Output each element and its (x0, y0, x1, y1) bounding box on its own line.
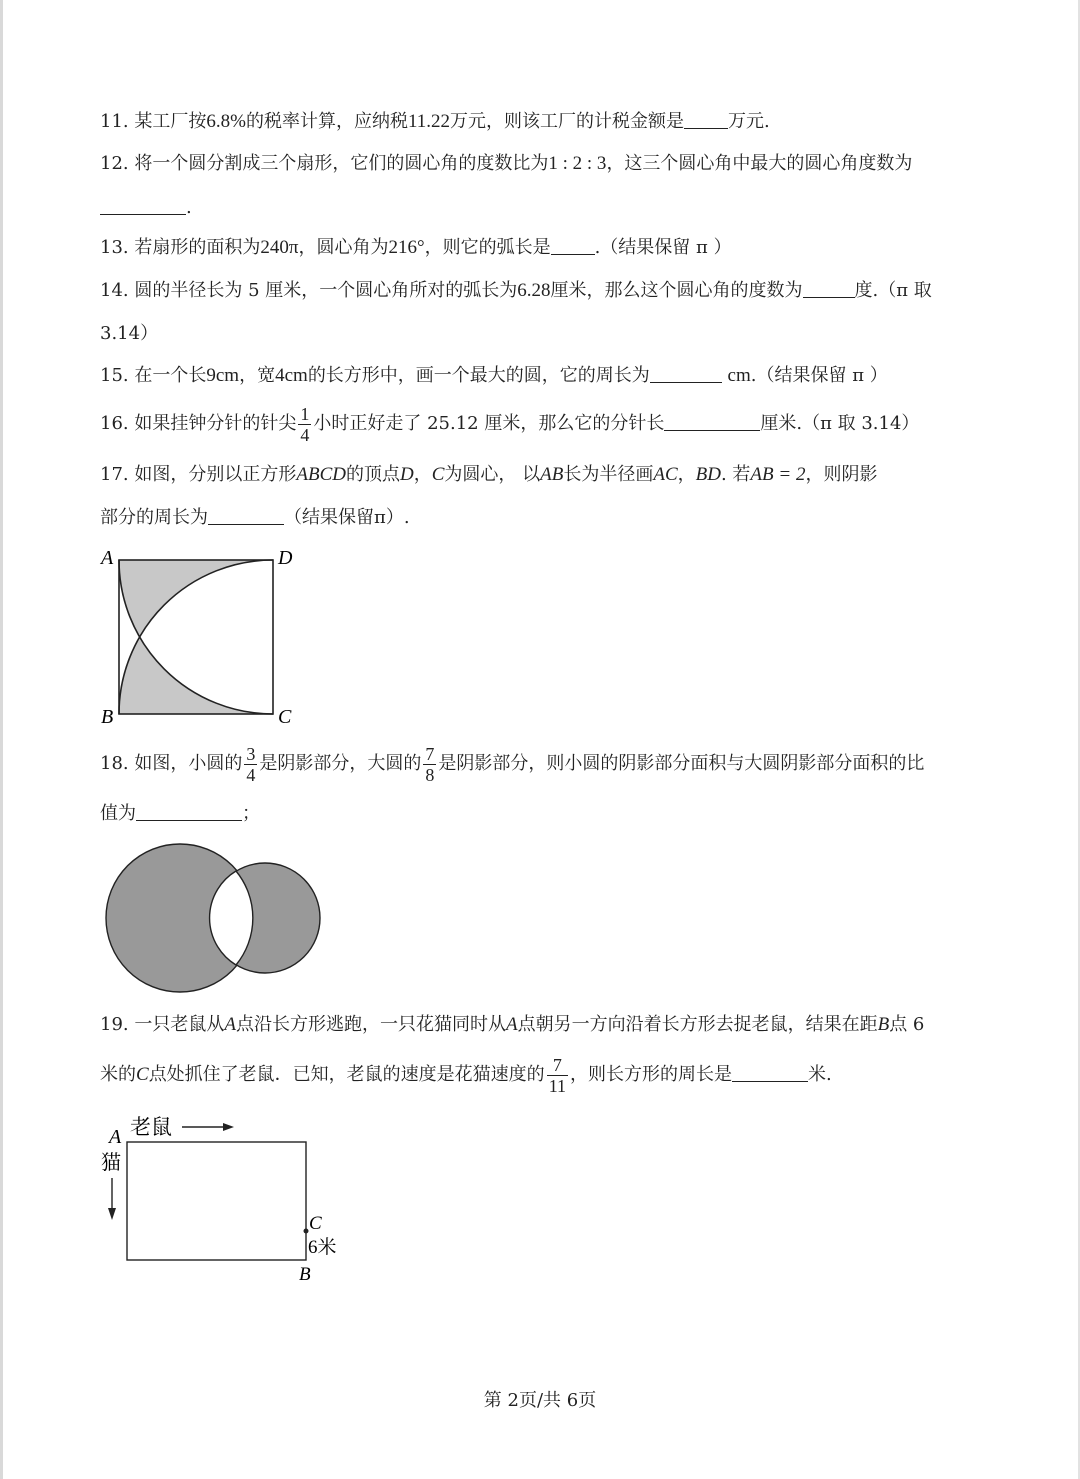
question-number: 13. (100, 237, 129, 258)
text: 部分的周长为 (100, 507, 208, 528)
question-18-line-2 (100, 802, 1000, 826)
rectangle-chase-figure (96, 1108, 356, 1293)
square-label: ABCD (296, 464, 346, 485)
question-12 (100, 152, 1000, 176)
question-number: 15. (100, 365, 129, 386)
text: 是阴影部分，大圆的 (259, 753, 422, 774)
denominator: 4 (300, 424, 310, 445)
text: ， (413, 464, 432, 485)
cat-arrow-head (108, 1208, 116, 1220)
mouse-label: 老鼠 (130, 1115, 172, 1139)
text: 万元. (728, 111, 770, 132)
arc-length: 6.28 (517, 280, 551, 301)
question-19 (100, 1013, 1000, 1037)
question-11 (100, 110, 1000, 134)
answer-blank[interactable] (803, 279, 855, 298)
text: ，则阴影 (805, 464, 878, 485)
point-a: A (224, 1014, 236, 1035)
page-edge-left (0, 0, 3, 1479)
text: 某工厂按 (134, 111, 207, 132)
mouse-arrow-head (223, 1123, 234, 1131)
question-18 (100, 740, 1000, 788)
text: （结果保留π）. (284, 507, 410, 528)
text: 如图，小圆的 (134, 753, 243, 774)
distance-label: 6米 (308, 1237, 337, 1258)
question-14-line-2 (100, 322, 1000, 346)
text: ， (677, 464, 696, 485)
square-arcs-figure (95, 540, 310, 730)
text: .（结果保留 π ） (750, 365, 888, 386)
text: 度.（π 取 (854, 280, 932, 301)
cat-label: 猫 (101, 1152, 121, 1174)
text: ，则长方形的周长是 (570, 1064, 733, 1085)
numerator: 7 (425, 743, 435, 764)
label-b: B (299, 1264, 311, 1285)
denominator: 11 (548, 1075, 567, 1096)
tax-rate: 6.8% (206, 111, 246, 132)
arc-bd: BD (695, 464, 721, 485)
text: 在一个长 (134, 365, 207, 386)
text: 的税率计算，应纳税 (245, 111, 408, 132)
point-a: A (505, 1014, 518, 1035)
text: 点处抓住了老鼠．已知，老鼠的速度是花猫速度的 (148, 1064, 545, 1085)
label-c: C (309, 1213, 322, 1234)
text: 为圆心， 以 (444, 464, 541, 485)
text: 小时正好走了 25.12 厘米，那么它的分针长 (313, 413, 665, 434)
fraction (298, 404, 311, 445)
question-16 (100, 402, 1000, 446)
answer-blank[interactable] (684, 110, 728, 129)
question-number: 14. (100, 280, 129, 301)
central-angle: 216° (388, 237, 425, 258)
numerator: 1 (300, 403, 310, 424)
overlapping-circles-figure (96, 840, 326, 1000)
numerator: 7 (547, 1055, 568, 1076)
question-number: 12. (100, 153, 129, 174)
text: ，圆心角为 (298, 237, 389, 258)
segment-ab: AB (540, 464, 564, 485)
text: 长为半径画 (563, 464, 654, 485)
answer-blank[interactable] (650, 364, 722, 383)
text: 点沿长方形逃跑，一只花猫同时从 (235, 1014, 506, 1035)
unit: cm (727, 365, 751, 386)
question-17 (100, 463, 1000, 487)
label-a: A (101, 547, 114, 569)
tax-amount: 11.22 (407, 111, 450, 132)
text: ，则它的弧长是 (424, 237, 551, 258)
rect-length: 9cm (206, 365, 240, 386)
rectangle (127, 1142, 306, 1260)
answer-blank[interactable] (732, 1063, 808, 1082)
answer-blank[interactable] (208, 506, 284, 525)
text: 3.14） (100, 323, 159, 344)
text: 点朝另一方向沿着长方形去捉老鼠，结果在距 (517, 1014, 878, 1035)
text: 万元，则该工厂的计税金额是 (450, 111, 684, 132)
point-c-dot (304, 1229, 309, 1234)
question-number: 16. (100, 413, 129, 434)
question-14 (100, 279, 1000, 303)
answer-blank[interactable] (136, 802, 242, 821)
question-number: 18. (100, 753, 129, 774)
page-footer: 第 2页/共 6页 (483, 1390, 597, 1411)
text: ，宽 (239, 365, 276, 386)
text: 的顶点 (345, 464, 400, 485)
label-d: D (278, 547, 293, 569)
arc-ac: AC (653, 464, 678, 485)
text: ，这三个圆心角中最大的圆心角度数为 (606, 153, 913, 174)
text: 的长方形中，画一个最大的圆，它的周长为 (307, 365, 650, 386)
point-c: C (431, 464, 445, 485)
text: .（结果保留 π ） (594, 237, 732, 258)
label-a: A (109, 1126, 122, 1148)
question-19-line-2 (100, 1050, 1000, 1100)
text: ； (242, 803, 260, 824)
answer-blank[interactable] (100, 196, 186, 215)
text: 米. (808, 1064, 832, 1085)
point-c: C (136, 1064, 149, 1085)
fraction (423, 744, 436, 785)
text: 若扇形的面积为 (134, 237, 261, 258)
point-d: D (399, 464, 414, 485)
question-number: 11. (100, 111, 129, 132)
denominator: 4 (246, 764, 256, 785)
text: 圆的半径长为 5 厘米，一个圆心角所对的弧长为 (134, 280, 518, 301)
text: 一只老鼠从 (134, 1014, 225, 1035)
answer-blank[interactable] (551, 236, 595, 255)
answer-blank[interactable] (664, 412, 760, 431)
text: 是阴影部分，则小圆的阴影部分面积与大圆阴影部分面积的比 (438, 753, 925, 774)
label-c: C (278, 706, 292, 728)
fraction (547, 1055, 568, 1096)
denominator: 8 (425, 764, 435, 785)
shaded-region-bottom (119, 637, 273, 714)
rect-width: 4cm (275, 365, 308, 386)
text: 点 6 (889, 1014, 925, 1035)
angle-ratio: 1 : 2 : 3 (548, 153, 607, 174)
text: . 若 (720, 464, 751, 485)
shaded-region-top (119, 560, 273, 637)
text: 值为 (100, 803, 136, 824)
point-b: B (877, 1014, 890, 1035)
question-12-line-2 (100, 196, 1000, 220)
question-17-line-2 (100, 506, 1000, 530)
question-number: 19. (100, 1014, 129, 1035)
numerator: 3 (246, 743, 256, 764)
sector-area: 240π (260, 237, 299, 258)
text: 如图，分别以正方形 (134, 464, 297, 485)
text: . (186, 197, 192, 218)
question-13 (100, 236, 1000, 260)
question-number: 17. (100, 464, 129, 485)
label-b: B (101, 706, 114, 728)
text: 厘米，那么这个圆心角的度数为 (550, 280, 803, 301)
text: 米的 (100, 1064, 136, 1085)
text: 将一个圆分割成三个扇形，它们的圆心角的度数比为 (134, 153, 549, 174)
fraction (244, 744, 257, 785)
equation: AB = 2 (750, 464, 806, 485)
text: 如果挂钟分针的针尖 (134, 413, 297, 434)
text: 厘米.（π 取 3.14） (760, 413, 920, 434)
question-15 (100, 364, 1000, 388)
